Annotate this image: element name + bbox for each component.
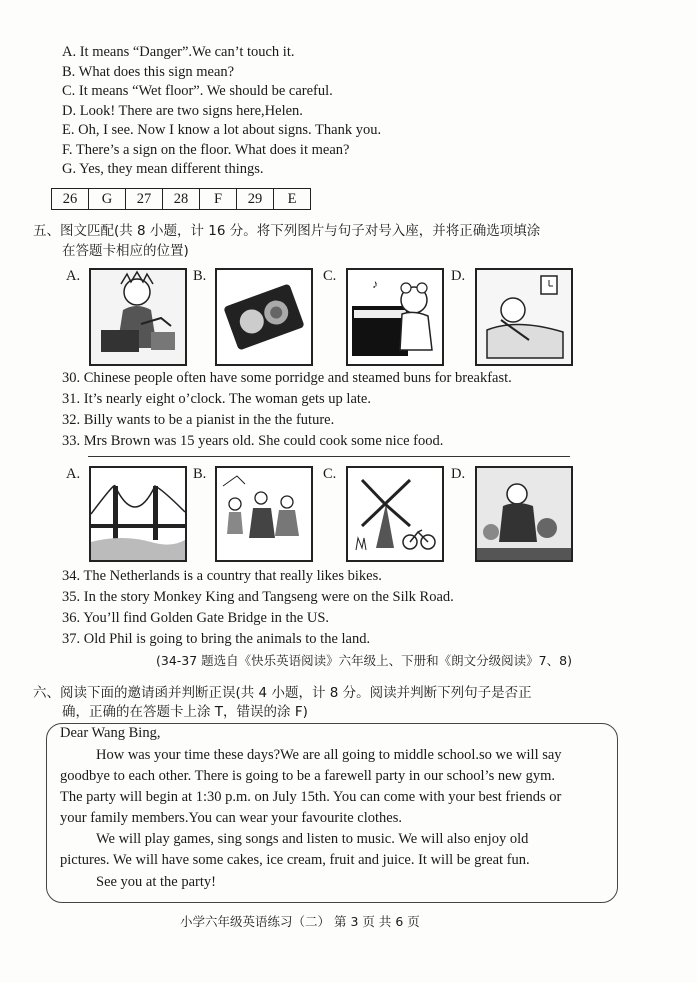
page-footer: 小学六年级英语练习（二） 第 3 页 共 6 页 — [180, 914, 420, 929]
answer-cell: G — [89, 189, 126, 210]
dialogue-option-f: F. There’s a sign on the floor. What does it mean? — [62, 142, 350, 158]
picture-label-d: D. — [451, 466, 466, 482]
picture-label-a: A. — [66, 466, 81, 482]
answer-cell: 26 — [52, 189, 89, 210]
picture-label-b: B. — [193, 268, 207, 284]
letter-line: The party will begin at 1:30 p.m. on July 15th. You can come with your best friends or — [60, 789, 562, 805]
letter-line: How was your time these days?We are all going to middle school.so we will say — [96, 747, 562, 763]
section6-heading: 六、阅读下面的邀请函并判断正误(共 4 小题，计 8 分。阅读并判断下列句子是否正 — [33, 685, 532, 701]
letter-closing: See you at the party! — [96, 874, 216, 890]
girl-cooking-picture — [89, 268, 187, 366]
letter-line: your family members.You can wear your favourite clothes. — [60, 810, 403, 826]
dialogue-option-a: A. It means “Danger”.We can’t touch it. — [62, 44, 295, 60]
sentence-34: 34. The Netherlands is a country that really likes bikes. — [62, 568, 382, 584]
sentence-30: 30. Chinese people often have some porridge and steamed buns for breakfast. — [62, 370, 512, 386]
dialogue-option-c: C. It means “Wet floor”. We should be careful. — [62, 83, 333, 99]
section5-heading: 五、图文匹配(共 8 小题，计 16 分。将下列图片与句子对号入座，并将正确选项填涂 — [33, 223, 541, 239]
sentence-37: 37. Old Phil is going to bring the animals to the land. — [62, 631, 371, 647]
picture-label-d: D. — [451, 268, 466, 284]
picture-label-a: A. — [66, 268, 81, 284]
letter-greeting: Dear Wang Bing, — [60, 725, 161, 741]
answer-cell: 28 — [163, 189, 200, 210]
old-phil-animals-picture — [475, 466, 573, 562]
breakfast-plate-picture — [215, 268, 313, 366]
letter-line: goodbye to each other. There is going to be a farewell party in our school’s new gym. — [60, 768, 556, 784]
picture-label-b: B. — [193, 466, 207, 482]
dialogue-option-b: B. What does this sign mean? — [62, 64, 235, 80]
answer-cell: 29 — [237, 189, 274, 210]
section5-heading-cont: 在答题卡相应的位置) — [62, 243, 189, 259]
answer-cell: 27 — [126, 189, 163, 210]
section-divider — [88, 456, 570, 457]
dialogue-option-e: E. Oh, I see. Now I know a lot about signs. Thank you. — [62, 122, 382, 138]
bear-piano-picture — [346, 268, 444, 366]
windmill-bike-picture — [346, 466, 444, 562]
picture-label-c: C. — [323, 268, 337, 284]
sentence-35: 35. In the story Monkey King and Tangseng were on the Silk Road. — [62, 589, 454, 605]
source-note: (34-37 题选自《快乐英语阅读》六年级上、下册和《朗文分级阅读》7、8) — [156, 653, 572, 668]
answer-cell: E — [274, 189, 311, 210]
svg-text:♪: ♪ — [372, 277, 378, 291]
letter-line: We will play games, sing songs and listen to music. We will also enjoy old — [96, 831, 529, 847]
monkey-king-journey-picture — [215, 466, 313, 562]
answer-cell: F — [200, 189, 237, 210]
letter-line: pictures. We will have some cakes, ice cream, fruit and juice. It will be great fun. — [60, 852, 530, 868]
sentence-36: 36. You’ll find Golden Gate Bridge in the US. — [62, 610, 330, 626]
dialogue-option-g: G. Yes, they mean different things. — [62, 161, 264, 177]
golden-gate-bridge-picture — [89, 466, 187, 562]
answer-table — [51, 188, 311, 210]
answer-row — [52, 189, 311, 210]
woman-waking-picture — [475, 268, 573, 366]
sentence-32: 32. Billy wants to be a pianist in the the future. — [62, 412, 335, 428]
sentence-33: 33. Mrs Brown was 15 years old. She could cook some nice food. — [62, 433, 444, 449]
section6-heading-cont: 确，正确的在答题卡上涂 T，错误的涂 F) — [62, 704, 308, 720]
dialogue-option-d: D. Look! There are two signs here,Helen. — [62, 103, 303, 119]
sentence-31: 31. It’s nearly eight o’clock. The woman gets up late. — [62, 391, 371, 407]
picture-label-c: C. — [323, 466, 337, 482]
